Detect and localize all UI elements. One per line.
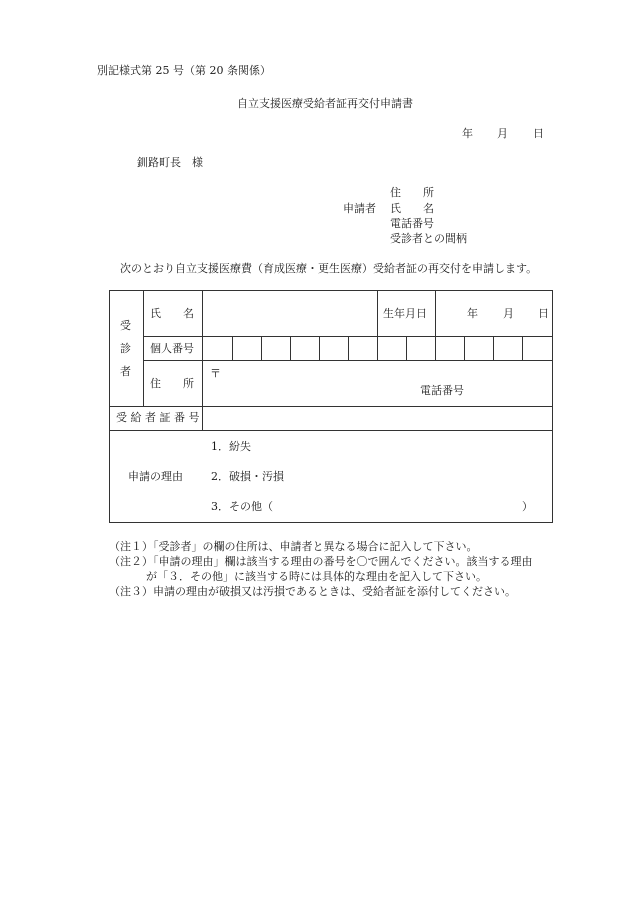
reason-option-damaged: 2．破損・汚損 xyxy=(211,470,284,483)
column-divider xyxy=(377,290,378,336)
patient-label-char: 診 xyxy=(120,342,131,355)
note-1: （注１）「受診者」の欄の住所は、申請者と異なる場合に記入して下さい。 xyxy=(109,540,478,553)
row-divider xyxy=(143,360,553,361)
applicant-phone-label: 電話番号 xyxy=(390,217,434,230)
number-cell-divider xyxy=(522,336,523,360)
number-cell-divider xyxy=(406,336,407,360)
note-2: （注２）「申請の理由」欄は該当する理由の番号を〇で囲んでください。該当する理由 xyxy=(109,555,533,568)
reason-label: 申請の理由 xyxy=(128,470,183,483)
applicant-address-label: 住 所 xyxy=(390,186,434,199)
number-cell-divider xyxy=(348,336,349,360)
birth-day-label: 日 xyxy=(538,307,549,320)
number-cell-divider xyxy=(464,336,465,360)
applicant-name-label: 氏 名 xyxy=(390,202,434,215)
patient-phone-label: 電話番号 xyxy=(420,384,464,397)
column-divider xyxy=(143,290,144,406)
note-3: （注３）申請の理由が破損又は汚損であるときは、受給者証を添付してください。 xyxy=(109,585,516,598)
birth-year-label: 年 xyxy=(467,307,478,320)
row-divider xyxy=(109,430,553,431)
page-title: 自立支援医療受給者証再交付申請書 xyxy=(237,97,413,110)
applicant-label: 申請者 xyxy=(343,202,376,215)
column-divider xyxy=(202,290,203,430)
note-2-continued: が「３．その他」に該当する時には具体的な理由を記入して下さい。 xyxy=(146,570,487,583)
application-statement: 次のとおり自立支援医療費（育成医療・更生医療）受給者証の再交付を申請します。 xyxy=(120,262,538,275)
form-number: 別記様式第 25 号（第 20 条関係） xyxy=(97,64,271,77)
reason-option-lost: 1．紛失 xyxy=(211,440,251,453)
reason-option-other: 3．その他（ xyxy=(211,500,273,513)
number-cell-divider xyxy=(261,336,262,360)
number-cell-divider xyxy=(319,336,320,360)
date-day-label: 日 xyxy=(533,127,544,140)
birth-month-label: 月 xyxy=(503,307,514,320)
date-year-label: 年 xyxy=(462,127,473,140)
patient-label-char: 者 xyxy=(120,365,131,378)
certificate-number-label: 受 給 者 証 番 号 xyxy=(116,411,200,424)
reason-other-close: ） xyxy=(522,500,533,513)
number-cell-divider xyxy=(232,336,233,360)
number-cell-divider xyxy=(493,336,494,360)
number-cell-divider xyxy=(377,336,378,360)
applicant-relation-label: 受診者との間柄 xyxy=(390,232,467,245)
personal-number-label: 個人番号 xyxy=(150,342,194,355)
date-month-label: 月 xyxy=(497,127,508,140)
addressee: 釧路町長 様 xyxy=(137,156,203,169)
patient-name-label: 氏 名 xyxy=(150,307,194,320)
patient-address-label: 住 所 xyxy=(150,377,194,390)
birthdate-label: 生年月日 xyxy=(383,307,427,320)
column-divider xyxy=(435,290,436,336)
postal-mark: 〒 xyxy=(210,367,221,380)
row-divider xyxy=(109,406,553,407)
number-cell-divider xyxy=(290,336,291,360)
number-cell-divider xyxy=(435,336,436,360)
patient-label-char: 受 xyxy=(120,319,131,332)
